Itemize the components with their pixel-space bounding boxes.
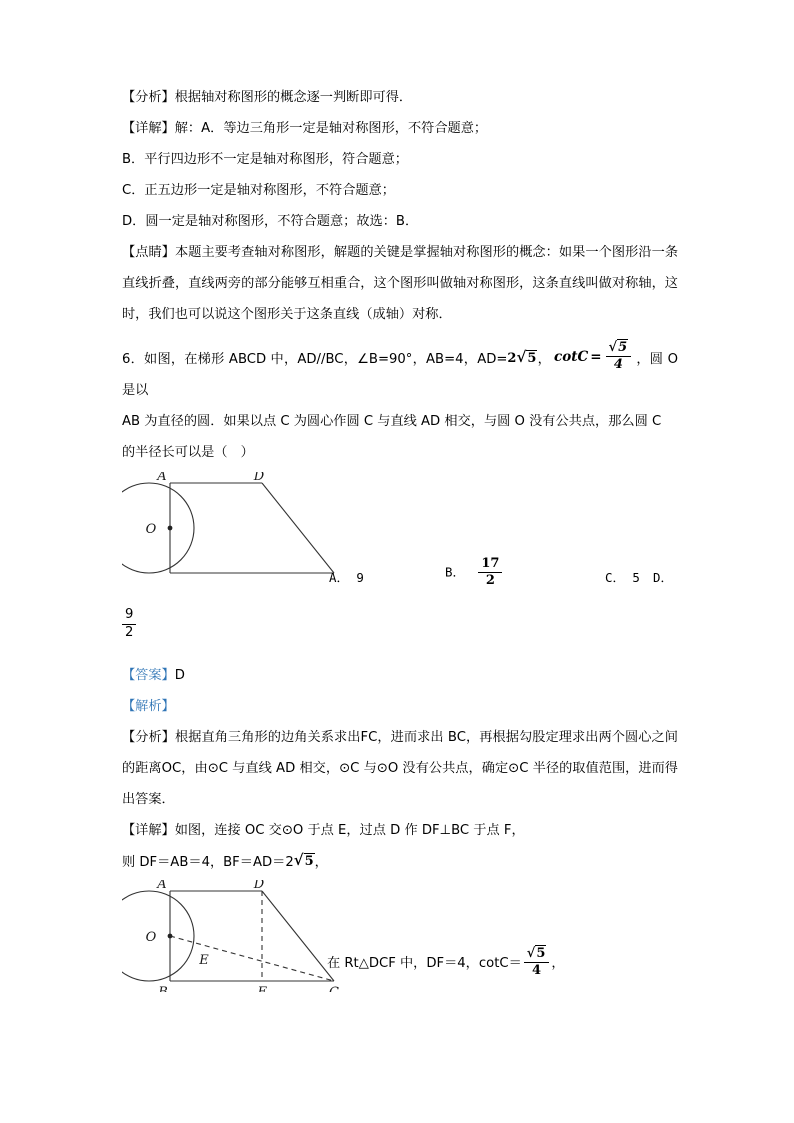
problem6-number: 6． [122,352,145,367]
option-d-fraction [122,608,136,640]
problem6-stem-part2: ，圆 O 是以 [122,352,678,398]
solution-detail-line [122,815,678,846]
problem6-stem-line3: 的半径长可以是（ ） [122,445,254,460]
bottom-fraction-denominator: 4 [532,962,542,978]
cot-denominator: 4 [613,356,623,372]
option-a-letter: A． [329,570,349,585]
option-b[interactable] [445,558,504,588]
answer-value: D [174,668,185,683]
then-line [122,846,678,878]
cot-name: cotC [554,348,589,365]
then-line-radical: √5 [293,851,314,869]
insight-text: 本题主要考查轴对称图形，解题的关键是掌握轴对称图形的概念：如果一个图形沿一条直线折叠，直线两旁的部分能够互相重合，这个图形叫做轴对称图形，这条直线叫做对称轴，这时，我们也可以说这个图形关于这条直线（成轴）对称． [122,245,679,322]
solution-detail-text: 如图，连接 OC 交⊙O 于点 E，过点 D 作 DF⊥BC 于点 F， [174,823,525,838]
answer-line [122,660,678,691]
center-dot-2 [168,934,173,939]
option-c[interactable] [605,568,640,586]
document-content [122,82,678,1015]
figure2-label-A: A [157,880,167,892]
solution-analysis-paragraph [122,722,678,815]
bottom-fraction [524,947,550,977]
figure1-label-A: A [157,472,167,484]
ad-value-radical: 2√5 [507,348,537,366]
figure1-label-O: O [145,522,157,537]
option-c-letter: C． [605,570,625,585]
option-d-denominator: 2 [125,624,134,640]
figure2-label-B [157,985,168,992]
solution-analysis-label: 【分析】 [122,730,176,745]
detail-line-1 [122,113,678,144]
figure-1-trapezoid-with-circle [122,472,678,572]
solution-detail-label: 【详解】 [122,823,175,838]
analysis-line-1 [122,82,678,113]
option-a-value: 9 [356,570,364,585]
problem6-stem-line2: AB 为直径的圆．如果以点 C 为圆心作圆 C 与直线 AD 相交，与圆 O 没有公共点，那么圆 C [122,414,662,429]
cot-numerator: √5 [606,341,632,357]
option-c-value: 5 [632,570,640,585]
figure2-label-F [256,985,267,992]
option-d-fraction-wrap [122,606,678,660]
then-line-suffix: ， [314,855,328,870]
solution-analysis-text: 根据直角三角形的边角关系求出FC，进而求出 BC，再根据勾股定理求出两个圆心之间的距离OC，由⊙C 与直线 AD 相交，⊙C 与⊙O 没有公共点，确定⊙C 半径的取值范围，进而得出答案． [122,730,678,807]
option-b-denominator: 2 [485,572,495,588]
analysis-label-1: 【分析】 [122,90,175,105]
segment-oc-dashed [170,936,334,981]
figure-1-svg [122,472,622,577]
segment-dc-1 [262,483,334,573]
problem6-stem: 6．如图，在梯形 ABCD 中，AD//BC，∠B=90°，AB=4，AD=2√5， cotC = $\frac{√5}{4}$ ，圆 O 是以 [122,339,678,398]
figure2-label-O: O [145,930,157,945]
bottom-line-prefix: 在 Rt△DCF 中，DF＝4，cotC＝ [327,956,522,972]
cot-fraction [606,341,632,371]
cot-c-formula [554,339,633,373]
circle-o-2 [122,891,194,981]
bottom-line [327,948,747,979]
option-d-letter: D． [653,570,673,585]
option-d-numerator: 9 [122,608,136,625]
figure2-label-C [329,985,339,992]
option-b-letter: B． [445,564,465,580]
problem6-stem-part1: 如图，在梯形 ABCD 中，AD//BC，∠B=90°，AB=4，AD= [144,352,508,367]
option-b-numerator: 17 [478,557,502,573]
bottom-fraction-numerator: √5 [524,947,550,963]
circle-o-1 [122,483,194,573]
answer-label: 【答案】 [122,668,175,683]
insight-label: 【点睛】 [122,245,175,260]
option-d-line-1: D．圆一定是轴对称图形，不符合题意；故选：B． [122,214,419,229]
detail-text-1: 解：A．等边三角形一定是轴对称图形，不符合题意； [174,121,488,136]
option-b-fraction [478,557,502,587]
figure2-label-E: E [199,953,209,968]
segment-dc-2 [262,891,334,981]
cot-equals: = [590,348,602,365]
then-line-prefix: 则 DF＝AB＝4，BF＝AD＝2 [122,855,294,870]
option-a[interactable] [329,568,364,586]
bottom-line-suffix: ， [551,956,565,972]
detail-label-1: 【详解】 [122,121,175,136]
analysis-text-1: 根据轴对称图形的概念逐一判断即可得． [174,90,413,105]
explain-label: 【解析】 [122,699,175,714]
figure2-label-D: D [253,880,265,892]
option-c-line-1: C．正五边形一定是轴对称图形，不符合题意； [122,183,395,198]
figure1-label-D: D [253,472,265,484]
problem6-options-row [122,556,678,606]
option-b-line-1: B．平行四边形不一定是轴对称图形，符合题意； [122,152,408,167]
insight-paragraph [122,237,678,330]
option-d[interactable] [653,568,673,586]
center-dot-1 [168,526,173,531]
